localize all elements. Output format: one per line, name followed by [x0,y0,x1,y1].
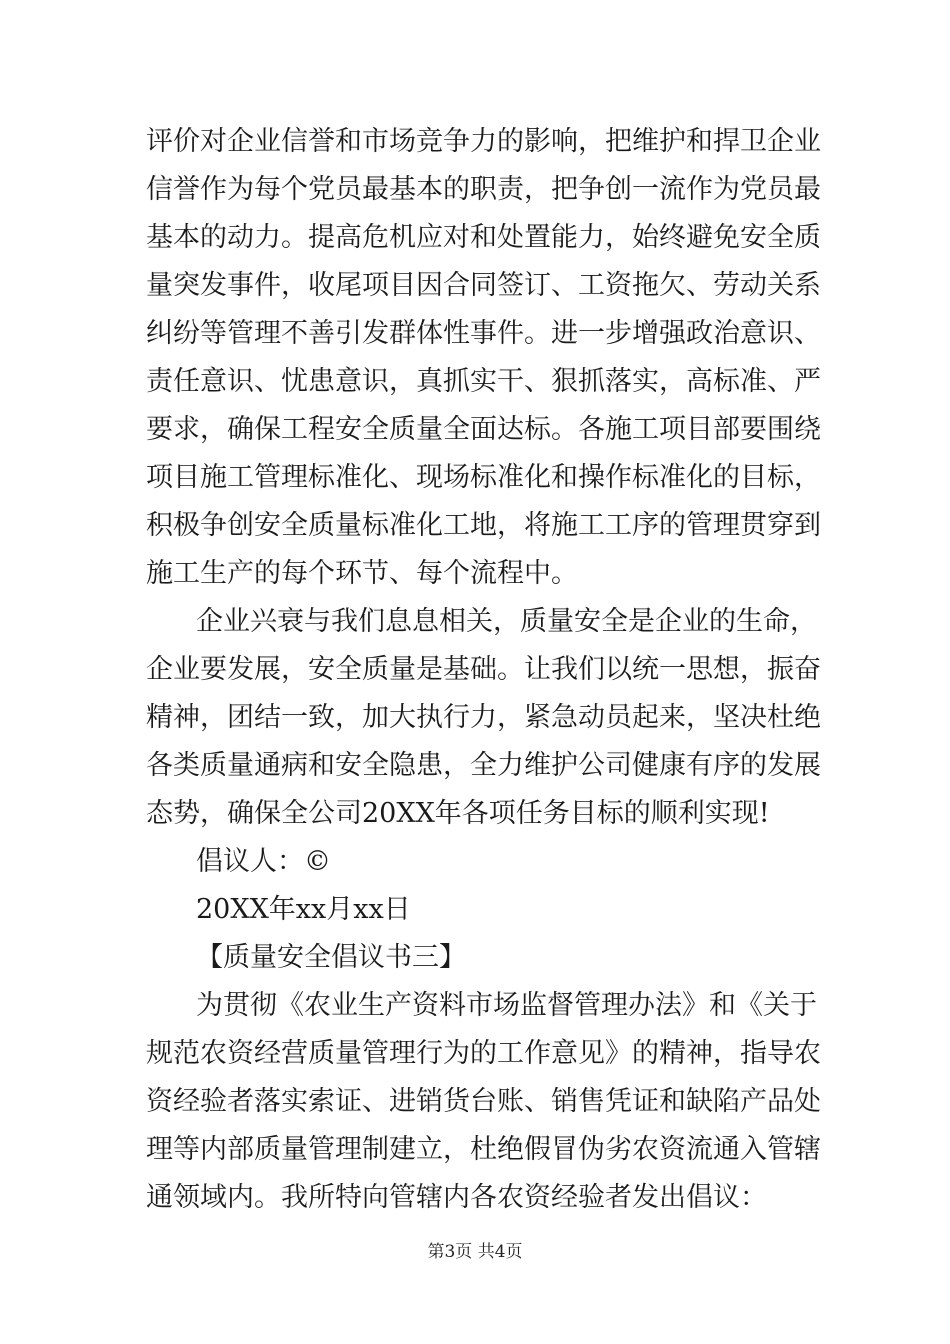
body-text-line: 纠纷等管理不善引发群体性事件。进一步增强政治意识、 [146,318,821,349]
date-line: 20XX年xx月xx日 [196,894,411,925]
body-text-line: 态势，确保全公司20XX年各项任务目标的顺利实现! [146,798,770,829]
body-text-line: 信誉作为每个党员最基本的职责，把争创一流作为党员最 [146,174,821,205]
body-text-line: 各类质量通病和安全隐患，全力维护公司健康有序的发展 [146,750,821,781]
body-text-line: 责任意识、忧患意识，真抓实干、狠抓落实，高标准、严 [146,366,821,397]
body-text-line: 量突发事件，收尾项目因合同签订、工资拖欠、劳动关系 [146,270,821,301]
body-text-line: 企业要发展，安全质量是基础。让我们以统一思想，振奋 [146,654,821,685]
paragraph-first-line: 为贯彻《农业生产资料市场监督管理办法》和《关于 [196,990,817,1021]
body-text-line: 精神，团结一致，加大执行力，紧急动员起来，坚决杜绝 [146,702,821,733]
body-text-line: 要求，确保工程安全质量全面达标。各施工项目部要围绕 [146,414,821,445]
body-text-line: 评价对企业信誉和市场竞争力的影响，把维护和捍卫企业 [146,126,821,157]
page-number-footer: 第3页 共4页 [427,1242,523,1262]
body-text-line: 规范农资经营质量管理行为的工作意见》的精神，指导农 [146,1038,821,1069]
body-text-line: 理等内部质量管理制建立，杜绝假冒伪劣农资流通入管辖 [146,1134,821,1165]
body-text-line: 项目施工管理标准化、现场标准化和操作标准化的目标， [146,462,821,493]
body-text-line: 通领域内。我所特向管辖内各农资经验者发出倡议： [146,1182,767,1213]
paragraph-first-line: 企业兴衰与我们息息相关，质量安全是企业的生命， [196,606,817,637]
body-text-line: 积极争创安全质量标准化工地，将施工工序的管理贯穿到 [146,510,821,541]
body-text-line: 施工生产的每个环节、每个流程中。 [146,558,578,589]
body-text-line: 基本的动力。提高危机应对和处置能力，始终避免安全质 [146,222,821,253]
signatory-line: 倡议人：© [196,846,331,877]
section-heading: 【质量安全倡议书三】 [196,942,466,973]
body-text-line: 资经验者落实索证、进销货台账、销售凭证和缺陷产品处 [146,1086,821,1117]
